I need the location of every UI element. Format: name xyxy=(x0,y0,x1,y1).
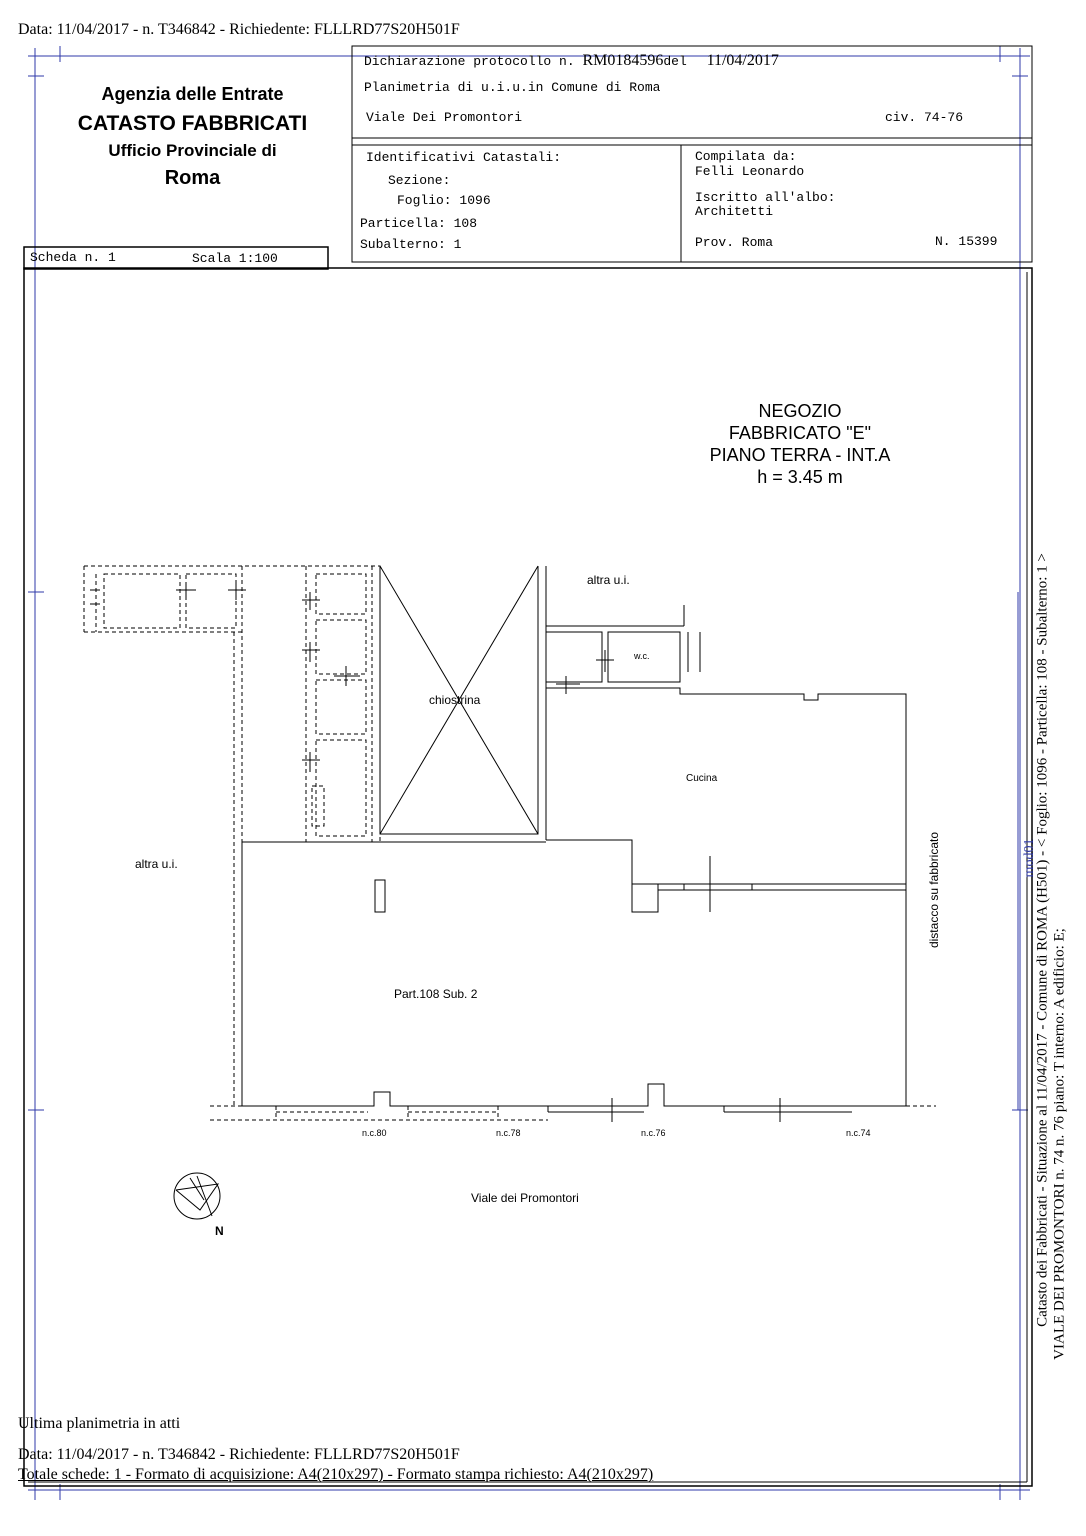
label-nc80: n.c.80 xyxy=(362,1128,387,1138)
protocol-date: 11/04/2017 xyxy=(706,52,779,69)
albo-number: N. 15399 xyxy=(935,234,998,249)
label-distacco: distacco su fabbricato xyxy=(927,831,941,949)
label-north: N xyxy=(215,1224,224,1238)
scheda-number: Scheda n. 1 xyxy=(30,250,116,265)
label-nc74: n.c.74 xyxy=(846,1128,871,1138)
provincia: Prov. Roma xyxy=(695,235,774,250)
author-name: Felli Leonardo xyxy=(695,164,805,179)
office-city: Roma xyxy=(164,167,221,189)
ids-foglio: Foglio: 1096 xyxy=(397,193,491,208)
label-cucina: Cucina xyxy=(686,773,718,784)
side-mark: mod01 xyxy=(1022,838,1037,878)
plan-title-block xyxy=(660,400,940,488)
side-situazione: Catasto dei Fabbricati - Situazione al 11/04/2017 - Comune di ROMA (H501) - < Foglio: 1096 - Particella: 108 - Subalterno: 1 > xyxy=(1034,553,1051,1327)
footer-totale: Totale schede: 1 - Formato di acquisizione: A4(210x297) - Formato stampa richiesto: A4(210x297) xyxy=(18,1466,654,1483)
scale-label: Scala 1:100 xyxy=(192,251,278,266)
label-chiostrina: chiostrina xyxy=(429,693,481,707)
side-address: VIALE DEI PROMONTORI n. 74 n. 76 piano: T interno: A edificio: E; xyxy=(1051,928,1068,1360)
plan-title-piano: PIANO TERRA - INT.A xyxy=(709,445,891,465)
ids-title: Identificativi Catastali: xyxy=(366,150,562,165)
civic-number: civ. 74-76 xyxy=(885,110,964,125)
protocol-label: Dichiarazione protocollo n. xyxy=(364,54,575,69)
planimetria-line: Planimetria di u.i.u.in Comune di Roma xyxy=(364,80,661,95)
albo-name: Architetti xyxy=(695,204,774,219)
compilata-label: Compilata da: xyxy=(695,149,797,164)
footer-ultima: Ultima planimetria in atti xyxy=(18,1415,181,1432)
plan-title-fabbricato: FABBRICATO "E" xyxy=(728,423,872,443)
protocol-number: RM0184596 xyxy=(582,52,664,69)
north-arrow-icon xyxy=(174,1173,220,1219)
plan-height: h = 3.45 m xyxy=(757,467,843,487)
catasto-title: CATASTO FABBRICATI xyxy=(77,112,308,135)
ids-subalterno: Subalterno: 1 xyxy=(360,237,462,252)
footer-data: Data: 11/04/2017 - n. T346842 - Richiedente: FLLLRD77S20H501F xyxy=(18,1446,460,1463)
ids-sezione: Sezione: xyxy=(388,173,451,188)
label-wc: w.c. xyxy=(634,651,650,661)
label-street: Viale dei Promontori xyxy=(471,1191,579,1205)
header-request-line: Data: 11/04/2017 - n. T346842 - Richiedente: FLLLRD77S20H501F xyxy=(18,21,460,38)
iscritto-label: Iscritto all'albo: xyxy=(695,190,836,205)
protocol-del: del xyxy=(663,54,687,69)
ufficio-label: Ufficio Provinciale di xyxy=(108,141,277,160)
label-nc78: n.c.78 xyxy=(496,1128,521,1138)
label-altra-left: altra u.i. xyxy=(135,857,178,871)
label-main-room: Part.108 Sub. 2 xyxy=(394,987,478,1001)
plan-title-negozio: NEGOZIO xyxy=(758,401,842,421)
street-line: Viale Dei Promontori xyxy=(366,110,523,125)
label-altra-top: altra u.i. xyxy=(587,573,630,587)
label-nc76: n.c.76 xyxy=(641,1128,666,1138)
agency-name: Agenzia delle Entrate xyxy=(101,84,284,104)
ids-particella: Particella: 108 xyxy=(360,216,478,231)
